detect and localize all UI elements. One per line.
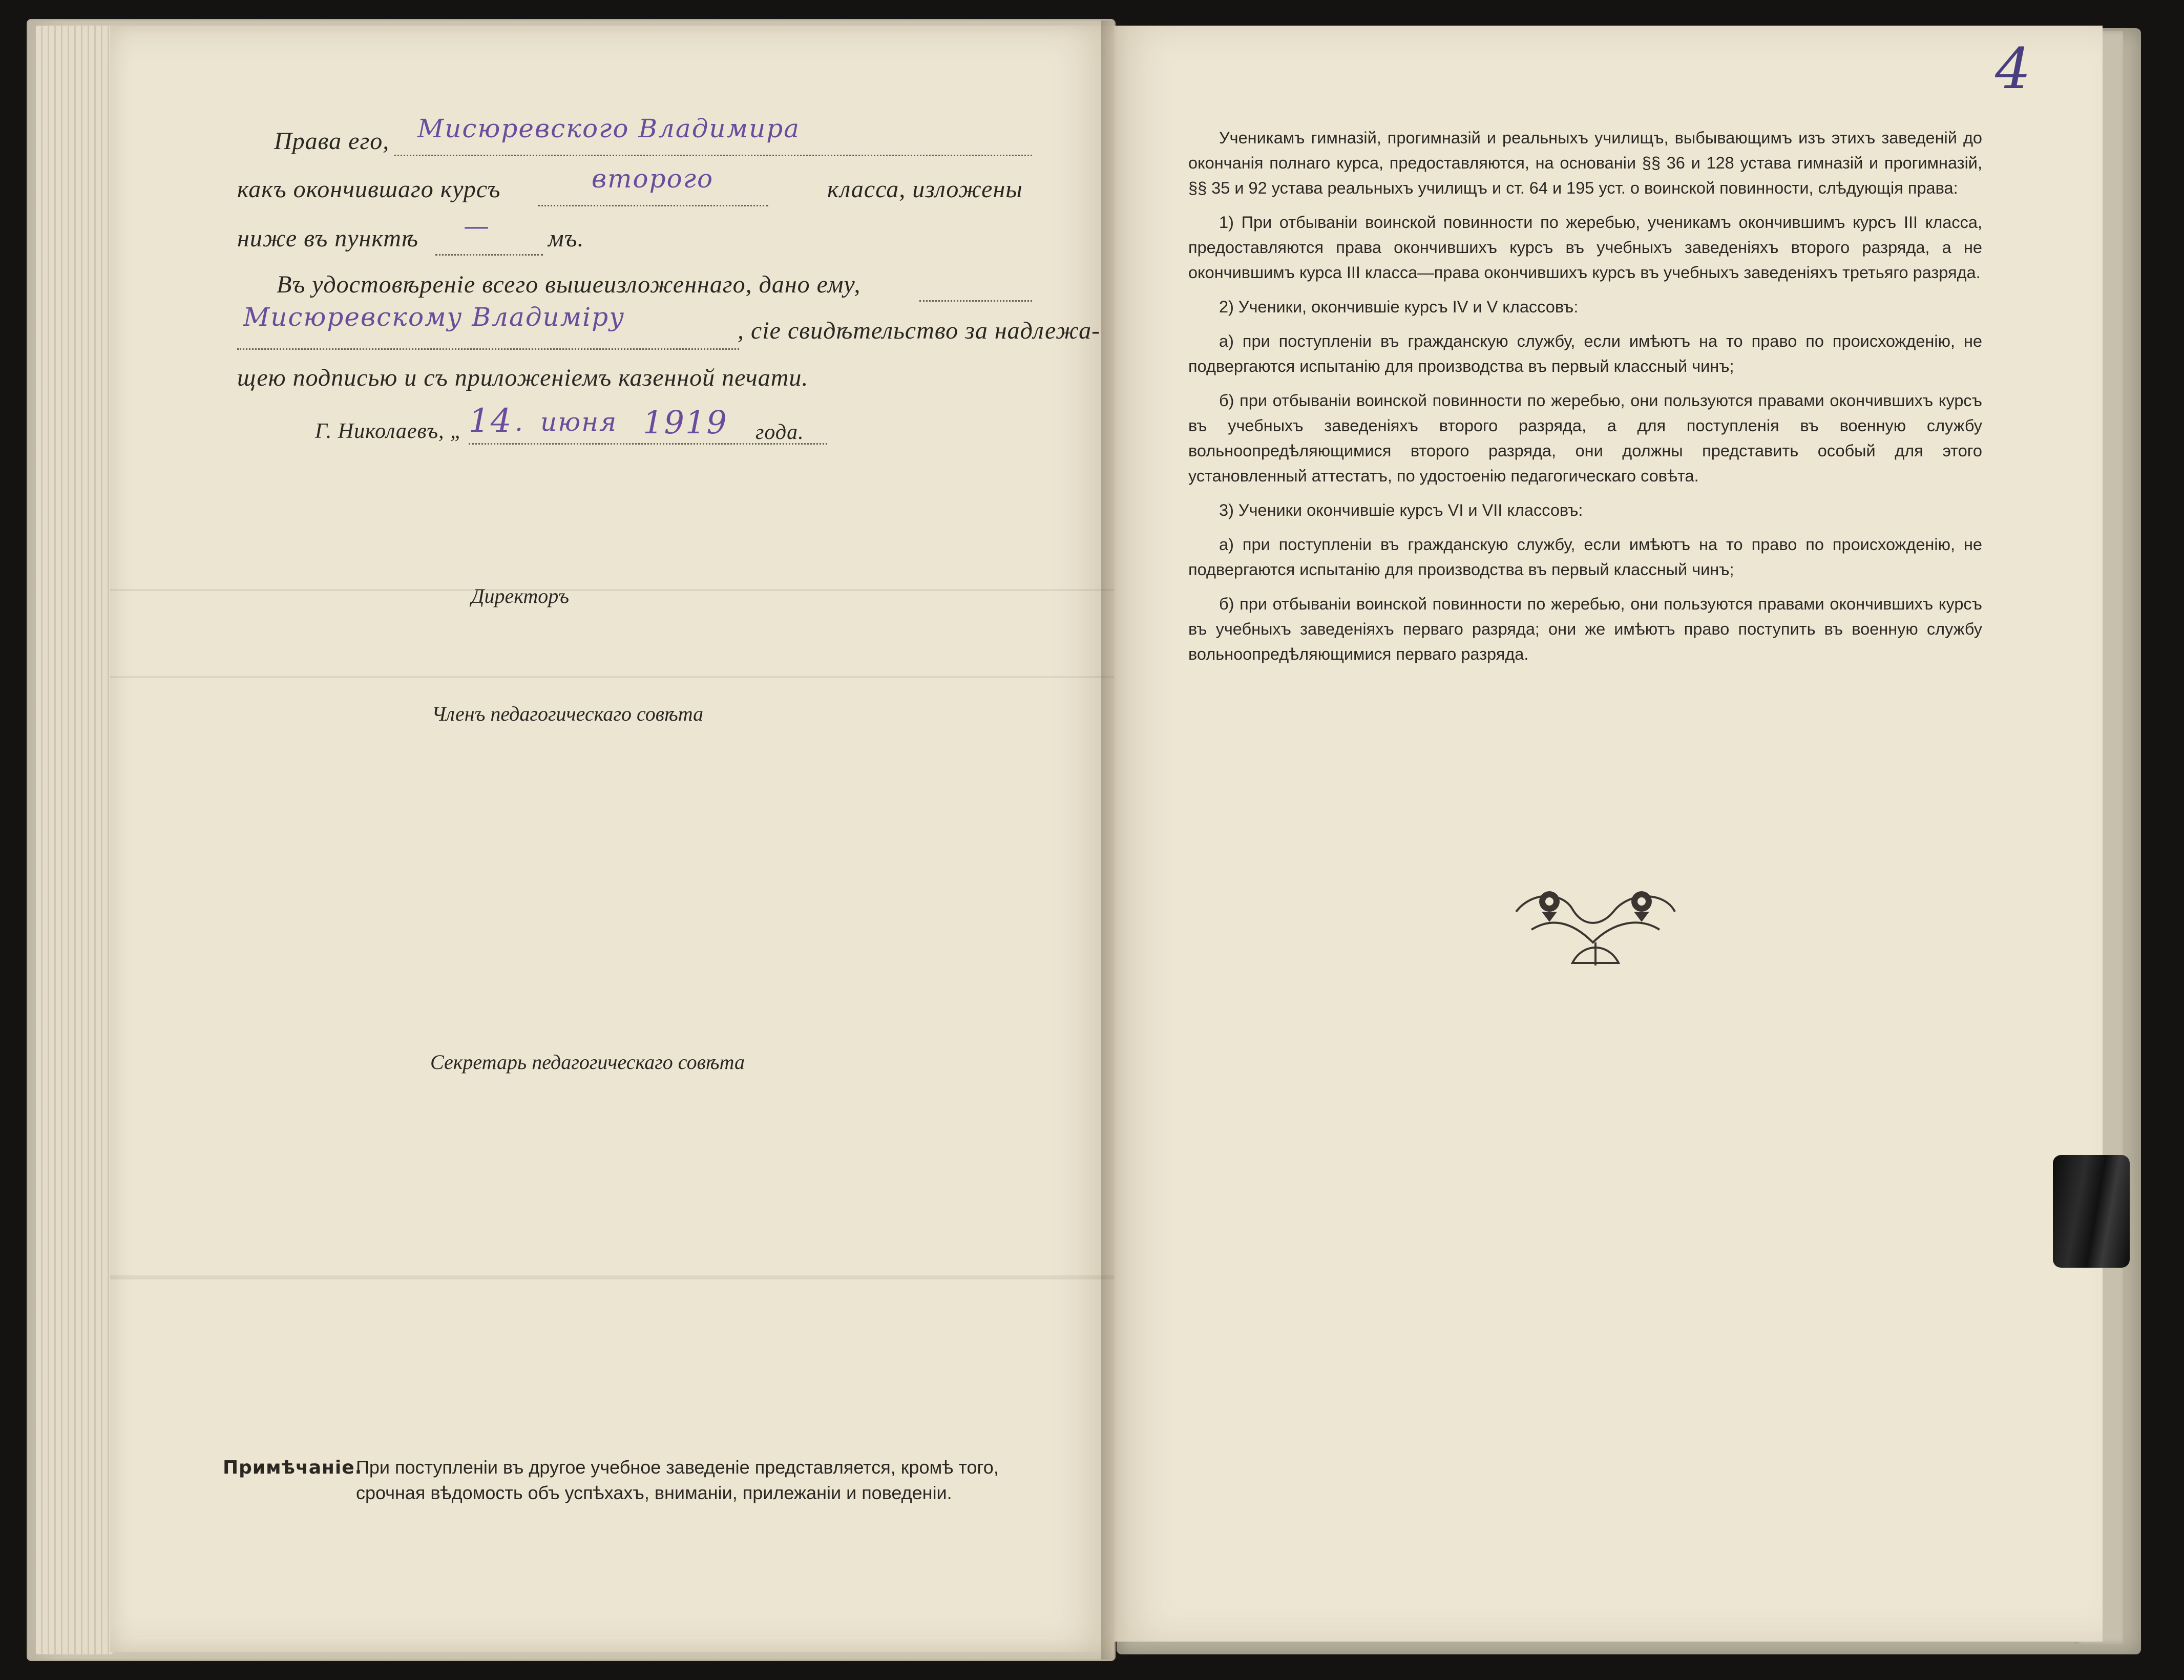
right-page bbox=[1114, 26, 2103, 1642]
item-3: 3) Ученики окончившіе курсъ VI и VII классовъ: bbox=[1219, 501, 1583, 519]
date-suffix: года. bbox=[755, 421, 804, 444]
date-year-handwriting: 1919 bbox=[643, 404, 728, 441]
date-sep-handwriting: . bbox=[515, 407, 524, 437]
rights-text bbox=[1188, 125, 1982, 667]
item-3a: а) при поступленіи въ гражданскую службу, если имѣютъ на то право по происхожденію, не подвергаются испытанію для производства въ первый классный чинъ; bbox=[1188, 535, 1982, 579]
note-body-line1: При поступленіи въ другое учебное заведеніе представляется, кромѣ того, bbox=[356, 1457, 999, 1478]
binder-clip-icon bbox=[2053, 1155, 2130, 1268]
gutter-shadow bbox=[1101, 20, 1129, 1660]
place-prefix: Г. Николаевъ, „ bbox=[315, 419, 463, 443]
note-heading: Примѣчаніе. bbox=[223, 1457, 363, 1478]
date-month-handwriting: июня bbox=[540, 407, 618, 437]
note-body bbox=[356, 1455, 999, 1506]
course-class-line bbox=[538, 205, 768, 206]
cert-line3: щею подписью и съ приложеніемъ казенной печати. bbox=[237, 364, 809, 391]
rights-prefix: Права его, bbox=[274, 128, 390, 155]
secretary-label: Секретарь педагогическаго совѣта bbox=[430, 1051, 745, 1074]
course-class-handwriting: второго bbox=[592, 164, 714, 194]
cert-name-handwriting: Мисюревскому Владиміру bbox=[243, 302, 625, 332]
note-body-line2: срочная вѣдомость объ успѣхахъ, вниманіи, прилежаніи и поведеніи. bbox=[356, 1482, 952, 1503]
item-2a: а) при поступленіи въ гражданскую службу, если имѣютъ на то право по происхожденію, не подвергаются испытанію для производства въ первый классный чинъ; bbox=[1188, 332, 1982, 375]
paragraph-handwriting: — bbox=[464, 211, 490, 241]
intro-paragraph: Ученикамъ гимназій, прогимназій и реальныхъ училищъ, выбывающимъ изъ этихъ заведеній до окончанія полнаго курса, предоставляются, на основаніи §§ 36 и 128 устава гимназій и прогимназій, §§ 35 и 92 устава реальныхъ училищъ и ст. 64 и 195 уст. о воинской повинности, слѣдующія права: bbox=[1188, 129, 1982, 197]
paragraph-prefix: ниже въ пунктѣ bbox=[237, 225, 418, 252]
cert-line2-suffix: , сіе свидѣтельство за надлежа- bbox=[738, 317, 1101, 344]
left-page bbox=[110, 26, 1114, 1652]
item-1: 1) При отбываніи воинской повинности по жеребью, ученикамъ окончившимъ курсъ III класса, предоставляются права окончившихъ курсъ въ учебныхъ заведеніяхъ второго разряда, а не окончившимъ курса III класса—права окончившихъ курсъ въ учебныхъ заведеніяхъ третьяго разряда. bbox=[1188, 213, 1982, 282]
floral-vignette-icon bbox=[1511, 881, 1680, 973]
item-2b: б) при отбываніи воинской повинности по жеребью, они пользуются правами окончившихъ курсъ въ учебныхъ заведеніяхъ второго разряда, а для поступленія въ военную службу вольноопредѣляющимися второго разряда, они должны представить особый для этого установленный аттестатъ, по удостоенію педагогическаго совѣта. bbox=[1188, 391, 1982, 485]
cert-name-line bbox=[237, 348, 739, 350]
member-label: Членъ педагогическаго совѣта bbox=[432, 702, 704, 725]
rights-name-line bbox=[394, 155, 1032, 156]
cert-line1-fill bbox=[919, 300, 1032, 302]
course-suffix: класса, изложены bbox=[827, 176, 1023, 203]
cert-line1: Въ удостовѣреніе всего вышеизложеннаго, дано ему, bbox=[277, 271, 861, 298]
page-stack-edge bbox=[36, 26, 113, 1654]
paragraph-line bbox=[435, 254, 543, 256]
rights-name-handwriting: Мисюревского Владимира bbox=[417, 114, 801, 143]
course-prefix: какъ окончившаго курсъ bbox=[237, 176, 501, 203]
paragraph-suffix: мъ. bbox=[548, 225, 584, 252]
date-day-handwriting: 14 bbox=[469, 402, 513, 440]
page-number-handwriting: 4 bbox=[1995, 36, 2031, 101]
item-2: 2) Ученики, окончившіе курсъ IV и V классовъ: bbox=[1219, 298, 1579, 316]
item-3b: б) при отбываніи воинской повинности по жеребью, они пользуются правами окончившихъ курсъ въ учебныхъ заведеніяхъ перваго разряда; они же имѣютъ право поступить въ военную службу вольноопредѣляющимися перваго разряда. bbox=[1188, 595, 1982, 663]
bleed-through bbox=[110, 26, 1114, 1652]
director-label: Директоръ bbox=[471, 584, 570, 607]
